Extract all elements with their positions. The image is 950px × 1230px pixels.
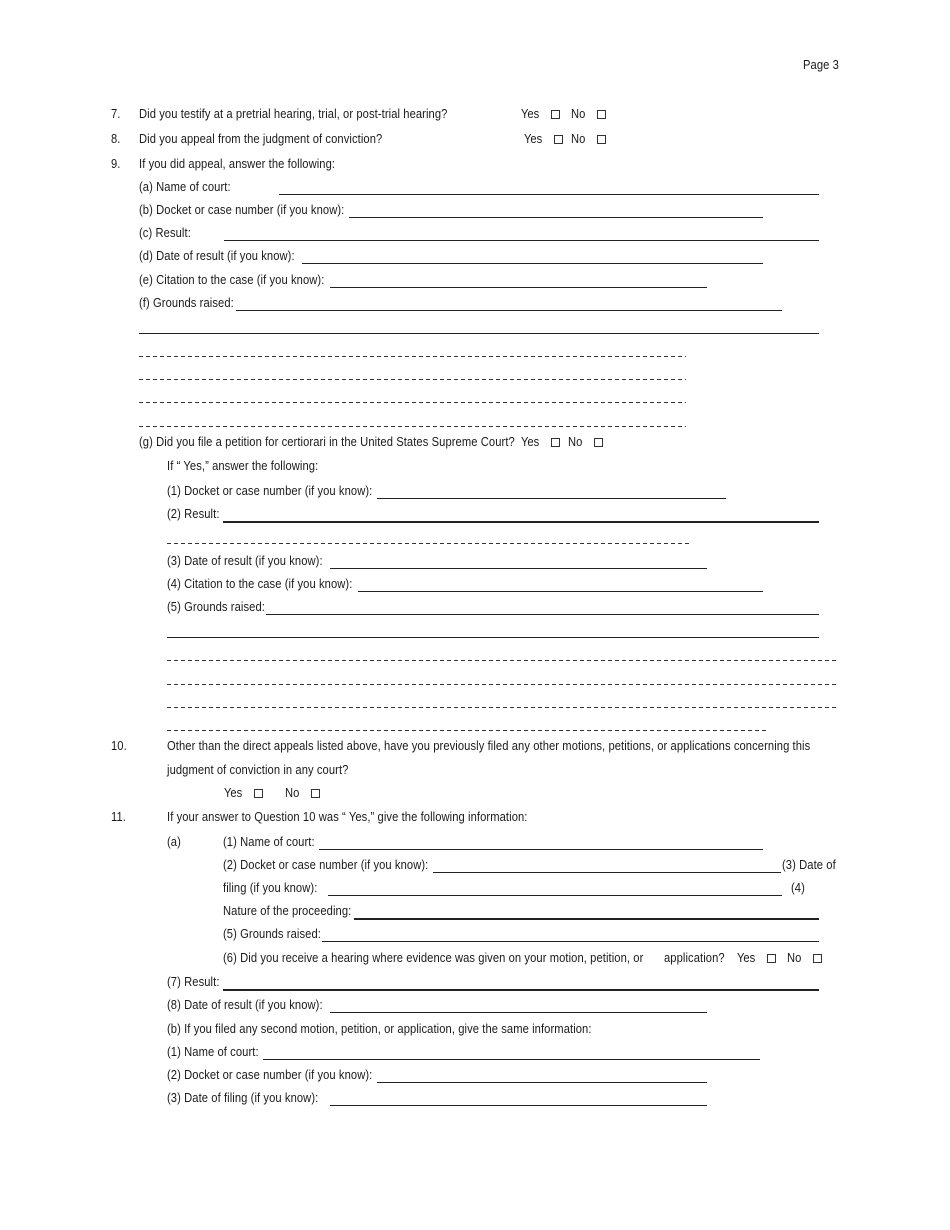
q9f-label: (f) Grounds raised: <box>139 295 234 310</box>
q7-number: 7. <box>111 106 121 121</box>
q9g5-field-line2[interactable] <box>167 637 819 638</box>
q8-text: Did you appeal from the judgment of conviction? <box>139 131 383 146</box>
q9g4-label: (4) Citation to the case (if you know): <box>167 576 353 591</box>
q11a6-no-checkbox[interactable] <box>813 954 822 963</box>
q9g-yes-label: Yes <box>521 434 540 449</box>
q7-yes-checkbox[interactable] <box>551 110 560 119</box>
q8-number: 8. <box>111 131 121 146</box>
q11-number: 11. <box>111 809 126 824</box>
q9g5-field[interactable] <box>266 614 819 615</box>
q9g1-field[interactable] <box>377 498 726 499</box>
q11b-text: (b) If you filed any second motion, petition, or application, give the same information: <box>167 1021 592 1036</box>
q11a3-label-cont: filing (if you know): <box>223 880 318 895</box>
q11a6-application: application? <box>664 950 725 965</box>
q11a6-yes-label: Yes <box>737 950 756 965</box>
q11a-label: (a) <box>167 834 181 849</box>
q9a-field[interactable] <box>279 194 819 195</box>
q11a4-label: (4) <box>791 880 805 895</box>
q10-text-line1: Other than the direct appeals listed above, have you previously filed any other motions, petitions, or applications concerning this <box>167 738 811 753</box>
q9g5-dashed-line <box>167 707 836 708</box>
q9-number: 9. <box>111 156 121 171</box>
q10-no-checkbox[interactable] <box>311 789 320 798</box>
q11a2-field[interactable] <box>433 872 781 873</box>
q11a5-field[interactable] <box>322 941 819 942</box>
q7-no-label: No <box>571 106 586 121</box>
q7-text: Did you testify at a pretrial hearing, trial, or post-trial hearing? <box>139 106 448 121</box>
q9b-label: (b) Docket or case number (if you know): <box>139 202 345 217</box>
q9g5-dashed-line <box>167 684 836 685</box>
q11b3-field[interactable] <box>330 1105 707 1106</box>
q11b1-field[interactable] <box>263 1059 760 1060</box>
q11-nature-field[interactable] <box>354 918 819 920</box>
q9g-no-checkbox[interactable] <box>594 438 603 447</box>
q11a6-text: (6) Did you receive a hearing where evidence was given on your motion, petition, or <box>223 950 644 965</box>
q11a1-label: (1) Name of court: <box>223 834 315 849</box>
q11b2-label: (2) Docket or case number (if you know): <box>167 1067 373 1082</box>
q11a5-label: (5) Grounds raised: <box>223 926 321 941</box>
q9f-field-line2[interactable] <box>139 333 819 334</box>
q7-no-checkbox[interactable] <box>597 110 606 119</box>
q9d-field[interactable] <box>302 263 763 264</box>
q9g-yes-checkbox[interactable] <box>551 438 560 447</box>
q8-no-label: No <box>571 131 586 146</box>
q10-no-label: No <box>285 785 300 800</box>
q10-text-line2: judgment of conviction in any court? <box>167 762 349 777</box>
page-number: Page 3 <box>803 57 839 72</box>
q11b3-label: (3) Date of filing (if you know): <box>167 1090 319 1105</box>
q8-no-checkbox[interactable] <box>597 135 606 144</box>
q9g5-dashed-line <box>167 730 769 731</box>
q9f-dashed-line <box>139 402 686 403</box>
q11a2-label: (2) Docket or case number (if you know): <box>223 857 429 872</box>
q10-yes-label: Yes <box>224 785 243 800</box>
q9e-label: (e) Citation to the case (if you know): <box>139 272 325 287</box>
q7-yes-label: Yes <box>521 106 540 121</box>
q11a3-label: (3) Date of <box>782 857 836 872</box>
q9g-no-label: No <box>568 434 583 449</box>
q9g4-field[interactable] <box>358 591 763 592</box>
q8-yes-label: Yes <box>524 131 543 146</box>
q9-text: If you did appeal, answer the following: <box>139 156 336 171</box>
q11a7-field[interactable] <box>223 989 819 991</box>
q9g1-label: (1) Docket or case number (if you know): <box>167 483 373 498</box>
q11a6-yes-checkbox[interactable] <box>767 954 776 963</box>
q8-yes-checkbox[interactable] <box>554 135 563 144</box>
q9f-dashed-line <box>139 356 686 357</box>
q9f-field[interactable] <box>236 310 782 311</box>
q11a8-field[interactable] <box>330 1012 707 1013</box>
q9f-dashed-line <box>139 379 686 380</box>
q10-number: 10. <box>111 738 127 753</box>
q9g2-label: (2) Result: <box>167 506 220 521</box>
q9e-field[interactable] <box>330 287 707 288</box>
q11a6-no-label: No <box>787 950 802 965</box>
q11a7-label: (7) Result: <box>167 974 220 989</box>
q11-nature-label: Nature of the proceeding: <box>223 903 352 918</box>
q9g2-dashed-line <box>167 543 689 544</box>
q9g3-field[interactable] <box>330 568 707 569</box>
q9g2-field[interactable] <box>223 521 819 523</box>
q9g-text: (g) Did you file a petition for certiorari in the United States Supreme Court? <box>139 434 515 449</box>
q9g3-label: (3) Date of result (if you know): <box>167 553 323 568</box>
q9g-if-yes: If “ Yes,” answer the following: <box>167 458 319 473</box>
q9b-field[interactable] <box>349 217 763 218</box>
q9g5-label: (5) Grounds raised: <box>167 599 265 614</box>
q9d-label: (d) Date of result (if you know): <box>139 248 295 263</box>
q11a1-field[interactable] <box>319 849 763 850</box>
q11a3-field[interactable] <box>328 895 782 896</box>
q11b2-field[interactable] <box>377 1082 707 1083</box>
q11-text: If your answer to Question 10 was “ Yes,” give the following information: <box>167 809 528 824</box>
q9c-field[interactable] <box>224 240 819 241</box>
q9f-dashed-line <box>139 426 686 427</box>
q9c-label: (c) Result: <box>139 225 191 240</box>
q10-yes-checkbox[interactable] <box>254 789 263 798</box>
q11a8-label: (8) Date of result (if you know): <box>167 997 323 1012</box>
q9a-label: (a) Name of court: <box>139 179 231 194</box>
q11b1-label: (1) Name of court: <box>167 1044 259 1059</box>
q9g5-dashed-line <box>167 660 836 661</box>
